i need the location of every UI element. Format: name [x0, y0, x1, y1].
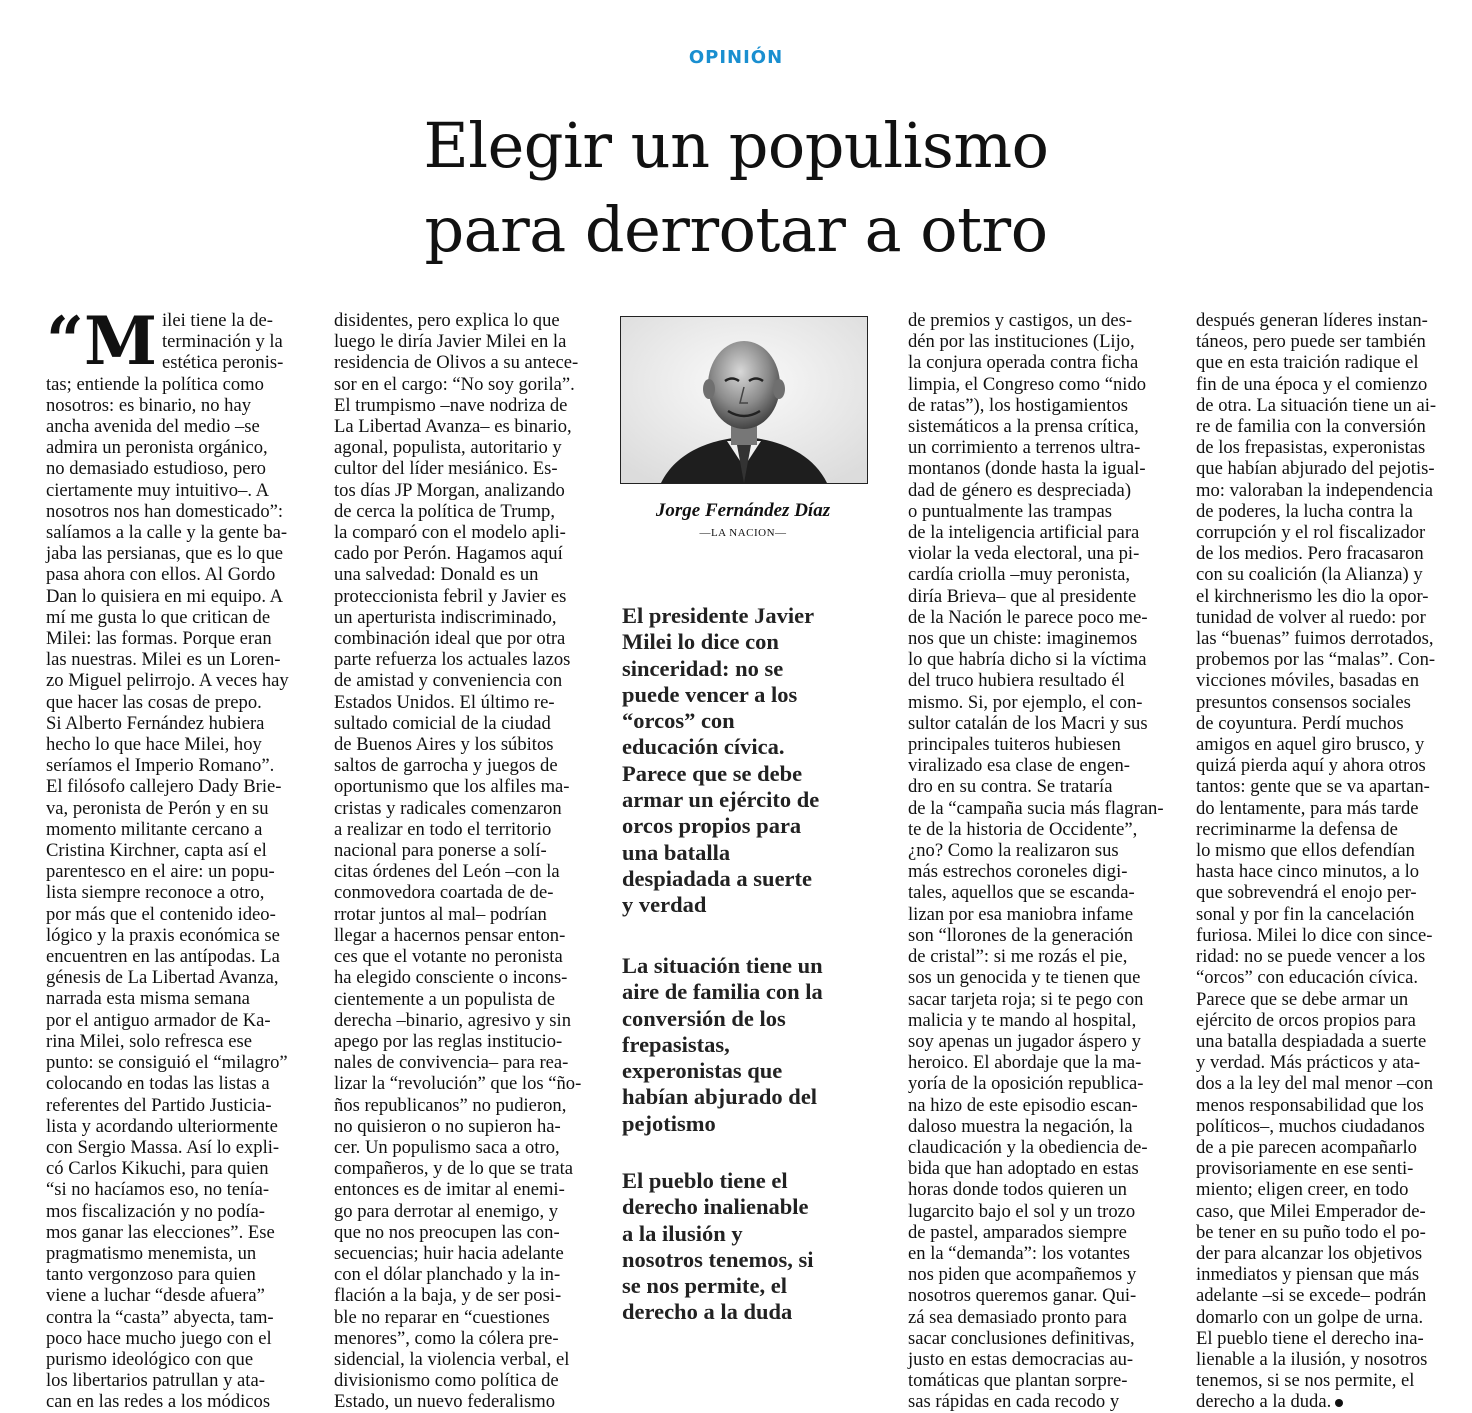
- text-line: quizá pierda aquí y ahora otros: [1196, 755, 1426, 777]
- text-line: no quisieron o no supieron ha-: [334, 1115, 561, 1137]
- text-line: de pastel, amparados siempre: [908, 1221, 1127, 1243]
- text-line: rrotar juntos al mal– podrían: [334, 903, 547, 925]
- end-of-article-mark: [1335, 1399, 1343, 1407]
- text-line: ble no reparar en “cuestiones: [334, 1306, 550, 1328]
- text-line: Dan lo quisiera en mi equipo. A: [46, 585, 284, 607]
- text-line: son “llorones de la generación: [908, 924, 1134, 946]
- pull-quote-line: y verdad: [622, 892, 707, 918]
- pull-quote-line: sinceridad: no se: [622, 655, 784, 681]
- text-line: parte refuerza los actuales lazos: [334, 649, 571, 671]
- text-line: cultor del líder mesiánico. Es-: [334, 458, 558, 480]
- text-line: Si Alberto Fernández hubiera: [46, 712, 265, 734]
- text-line: claudicación y la obediencia de-: [908, 1136, 1148, 1158]
- text-line: provisoriamente en ese senti-: [1196, 1158, 1414, 1180]
- text-line: que hacer las cosas de prepo.: [46, 691, 262, 713]
- text-line: dad de género es despreciada): [908, 479, 1132, 501]
- text-line: oportunismo que los alfiles ma-: [334, 776, 570, 798]
- text-line: de la inteligencia artificial para: [908, 522, 1140, 544]
- text-line: sos un genocida y te tienen que: [908, 967, 1141, 989]
- article-column-1: [46, 302, 290, 1413]
- pull-quote-line: Parece que se debe: [622, 760, 803, 786]
- text-line: probemos por las “malas”. Con-: [1196, 649, 1436, 671]
- pull-quote-line: La situación tiene un: [622, 953, 823, 978]
- text-line: lizar la “revolución” que los “ño-: [334, 1073, 582, 1095]
- text-line: violar la veda electoral, una pi-: [908, 543, 1140, 565]
- text-line: pragmatismo menemista, un: [46, 1242, 257, 1264]
- text-line: referentes del Partido Justicia-: [46, 1094, 272, 1116]
- text-line: dro en su contra. Se trataría: [908, 776, 1113, 798]
- text-line: ciertamente muy intuitivo–. A: [46, 479, 270, 501]
- text-line: luego le diría Javier Milei en la: [334, 331, 567, 353]
- headline: [0, 104, 1472, 272]
- text-line: domarlo con un golpe de urna.: [1196, 1306, 1424, 1328]
- text-line: divisionismo como política de: [334, 1370, 559, 1392]
- pull-quote-line: aire de familia con la: [622, 979, 823, 1005]
- text-line: miento; eligen creer, en todo: [1196, 1179, 1409, 1201]
- text-line: que sobrevendrá el enojo per-: [1196, 882, 1417, 904]
- pull-quote-line: frepasistas,: [622, 1031, 730, 1057]
- text-line: der para alcanzar los objetivos: [1196, 1242, 1423, 1264]
- text-line: ces que el votante no peronista: [334, 946, 563, 968]
- text-line: combinación ideal que por otra: [334, 628, 566, 650]
- text-line: tos días JP Morgan, analizando: [334, 479, 565, 501]
- text-line: contra la “casta” abyecta, tam-: [46, 1306, 274, 1328]
- text-line: tales, aquellos que se escanda-: [908, 882, 1135, 904]
- text-line: lógico y la praxis económica se: [46, 924, 280, 946]
- text-line: de la “campaña sucia más flagran-: [908, 797, 1164, 819]
- text-line: momento militante cercano a: [46, 818, 263, 840]
- text-line: nosotros nos han domesticado”:: [46, 500, 284, 522]
- text-line: de amistad y conveniencia con: [334, 670, 563, 692]
- text-line: narrada esta misma semana: [46, 988, 250, 1010]
- text-line: sacar tarjeta roja; si te pego con: [908, 988, 1144, 1010]
- text-line: ilei tiene la de-: [162, 310, 273, 331]
- text-line: pasa ahora con ellos. Al Gordo: [46, 564, 276, 586]
- text-line: después generan líderes instan-: [1196, 310, 1428, 331]
- text-line: de coyuntura. Perdí muchos: [1196, 712, 1404, 734]
- text-line: de ratas”), los hostigamientos: [908, 394, 1128, 416]
- text-line: tas; entiende la política como: [46, 373, 264, 395]
- text-line: poco hace mucho juego con el: [46, 1327, 272, 1349]
- text-line: purismo ideológico con que: [46, 1348, 254, 1370]
- text-line: lista y acordando ulteriormente: [46, 1115, 278, 1137]
- text-line: nosotros: es binario, no hay: [46, 394, 252, 416]
- pull-quote-line: se nos permite, el: [622, 1273, 787, 1299]
- text-line: tenemos, si se nos permite, el: [1196, 1370, 1415, 1392]
- pull-quote-line: armar un ejército de: [622, 787, 820, 813]
- text-line: parentesco en el aire: un popu-: [46, 861, 275, 883]
- text-line: en la “demanda”: los votantes: [908, 1242, 1131, 1264]
- text-line: Estados Unidos. El último re-: [334, 691, 555, 713]
- pull-quote-line: despiadada a suerte: [622, 865, 813, 891]
- pull-quote-line: El presidente Javier: [622, 603, 815, 628]
- pull-quote-line: “orcos” con: [622, 708, 735, 734]
- text-line: có Carlos Kikuchi, para quien: [46, 1158, 269, 1180]
- text-line: a realizar en todo el territorio: [334, 818, 552, 840]
- text-line: admira un peronista orgánico,: [46, 437, 268, 459]
- text-line: limpia, el Congreso como “nido: [908, 373, 1147, 395]
- pull-quote-line: El pueblo tiene el: [622, 1168, 788, 1193]
- pull-quote-line: orcos propios para: [622, 813, 802, 839]
- text-line: de otra. La situación tiene un ai-: [1196, 394, 1437, 416]
- pull-quote-line: experonistas que: [622, 1058, 783, 1084]
- pull-quote-line: a la ilusión y: [622, 1220, 743, 1246]
- text-line: saltos de garrocha y juegos de: [334, 755, 558, 777]
- pull-quote-line: pejotismo: [622, 1110, 716, 1136]
- pull-quote-line: habían abjurado del: [622, 1084, 818, 1110]
- text-line: con su coalición (la Alianza) y: [1196, 564, 1423, 586]
- text-line: yoría de la oposición republica-: [908, 1073, 1144, 1095]
- text-line: de los medios. Pero fracasaron: [1196, 543, 1424, 565]
- text-line: mos fiscalización y no podía-: [46, 1200, 265, 1222]
- text-line: tanto vergonzoso para quien: [46, 1264, 256, 1286]
- text-line: estética peronis-: [162, 352, 284, 374]
- text-line: apego por las reglas institucio-: [334, 1030, 563, 1052]
- text-line: políticos–, muchos ciudadanos: [1196, 1115, 1425, 1137]
- text-line: cristas y radicales comenzaron: [334, 797, 562, 819]
- text-line: lizan por esa maniobra infame: [908, 903, 1134, 925]
- text-line: las “buenas” fuimos derrotados,: [1196, 628, 1434, 650]
- text-line: nosotros queremos ganar. Qui-: [908, 1285, 1137, 1307]
- text-line: que no nos preocupen las con-: [334, 1221, 560, 1243]
- text-line: diría Brieva– que al presidente: [908, 585, 1137, 607]
- text-line: derecha –binario, agresivo y sin: [334, 1009, 571, 1031]
- pull-quote-line: una batalla: [622, 839, 731, 865]
- text-line: do lentamente, para más tarde: [1196, 797, 1419, 819]
- text-line: o puntualmente las trampas: [908, 500, 1112, 522]
- text-line: disidentes, pero explica lo que: [334, 310, 560, 331]
- column-1-text: [46, 374, 290, 1413]
- pull-quote-line: educación cívica.: [622, 734, 785, 760]
- text-line: táneos, pero puede ser también: [1196, 331, 1426, 353]
- text-line: un aperturista indiscriminado,: [334, 606, 557, 628]
- text-line: sultor catalán de los Macri y sus: [908, 712, 1148, 734]
- text-line: Estado, un nuevo federalismo: [334, 1391, 556, 1413]
- text-line: corrupción y el rol fiscalizador: [1196, 522, 1426, 544]
- author-outlet: —LA NACION—: [699, 527, 787, 539]
- text-line: Parece que se debe armar un: [1196, 988, 1409, 1010]
- text-line: cer. Un populismo saca a otro,: [334, 1136, 560, 1158]
- text-line: sor en el cargo: “No soy gorila”.: [334, 373, 575, 395]
- text-line: lista siempre reconoce a otro,: [46, 882, 265, 904]
- text-line: sas rápidas en cada recodo y: [908, 1391, 1120, 1413]
- text-line: los libertarios patrullan y ata-: [46, 1370, 265, 1392]
- text-line: sacar conclusiones definitivas,: [908, 1327, 1135, 1349]
- text-line: El pueblo tiene el derecho ina-: [1196, 1327, 1424, 1349]
- text-line: lienable a la ilusión, y nosotros: [1196, 1348, 1428, 1370]
- text-line: no demasiado estudioso, pero: [46, 458, 266, 480]
- text-line: ¿no? Como la realizaron sus: [908, 840, 1119, 862]
- text-line: “orcos” con educación cívica.: [1196, 967, 1418, 989]
- pull-quote-3: [622, 1168, 862, 1326]
- text-line: mismo. Si, por ejemplo, el con-: [908, 691, 1143, 713]
- text-line: dos a la ley del mal menor –con: [1196, 1073, 1433, 1095]
- text-line: de a pie parecen acompañarlo: [1196, 1136, 1417, 1158]
- text-line: ños republicanos” no pudieron,: [334, 1094, 567, 1116]
- text-line: la comparó con el modelo apli-: [334, 522, 566, 544]
- text-line: principales tuiteros hubiesen: [908, 734, 1121, 756]
- dropcap-block: [46, 302, 290, 380]
- text-line: sistemáticos a la prensa crítica,: [908, 416, 1139, 438]
- text-line: horas donde todos quieren un: [908, 1179, 1127, 1201]
- text-line: de premios y castigos, un des-: [908, 310, 1133, 331]
- text-line: cado por Perón. Hagamos aquí: [334, 543, 563, 565]
- text-line: te de la historia de Occidente”,: [908, 818, 1138, 840]
- text-line: las nuestras. Milei es un Loren-: [46, 649, 281, 671]
- text-line: rina Milei, solo refresca ese: [46, 1030, 252, 1052]
- text-line: la conjura operada contra ficha: [908, 352, 1139, 374]
- text-line: entonces es de imitar al enemi-: [334, 1179, 565, 1201]
- text-line: sonal y por fin la cancelación: [1196, 903, 1415, 925]
- text-line: ha elegido consciente o incons-: [334, 967, 568, 989]
- text-line: nales de convivencia– para rea-: [334, 1052, 569, 1074]
- text-line: encuentren en las antípodas. La: [46, 946, 280, 968]
- text-line: una batalla despiadada a suerte: [1196, 1030, 1427, 1052]
- text-line: re de familia con la conversión: [1196, 416, 1426, 438]
- dropcap: “M: [46, 302, 158, 380]
- pull-quote-1: [622, 603, 862, 919]
- text-line: que habían abjurado del pejotis-: [1196, 458, 1435, 480]
- text-line: lugarcito bajo el sol y un trozo: [908, 1200, 1136, 1222]
- text-line: mí me gusta lo que critican de: [46, 606, 271, 628]
- pull-quote-line: derecho a la duda: [622, 1299, 793, 1325]
- text-line: fin de una época y el comienzo: [1196, 373, 1428, 395]
- text-line: proteccionista febril y Javier es: [334, 585, 567, 607]
- text-line: nos piden que acompañemos y: [908, 1264, 1137, 1286]
- text-line: de cerca la política de Trump,: [334, 500, 555, 522]
- text-line: tomáticas que plantan sorpre-: [908, 1370, 1128, 1392]
- text-line: malicia y te mando al hospital,: [908, 1009, 1137, 1031]
- text-line: inmediatos y piensan que más: [1196, 1264, 1420, 1286]
- text-line: montanos (donde hasta la igual-: [908, 458, 1146, 480]
- text-line: más estrechos coroneles digi-: [908, 861, 1128, 883]
- text-line: tantos: gente que se va apartan-: [1196, 776, 1430, 798]
- pull-quote-line: conversión de los: [622, 1005, 786, 1031]
- text-line: un corrimiento a terrenos ultra-: [908, 437, 1141, 459]
- text-line: colocando en todas las listas a: [46, 1073, 270, 1095]
- text-line: Cristina Kirchner, capta así el: [46, 840, 267, 862]
- dropcap-lines: [162, 310, 283, 374]
- text-line: furiosa. Milei lo dice con since-: [1196, 924, 1433, 946]
- text-line: residencia de Olivos a su antece-: [334, 352, 579, 374]
- text-line: El trumpismo –nave nodriza de: [334, 394, 568, 416]
- text-line: citas órdenes del León –con la: [334, 861, 560, 883]
- text-line: con Sergio Massa. Así lo expli-: [46, 1136, 280, 1158]
- section-label: OPINIÓN: [688, 47, 784, 68]
- text-line: una salvedad: Donald es un: [334, 564, 539, 586]
- text-line: tunidad de volver al ruedo: por: [1196, 606, 1426, 628]
- text-line: hecho lo que hace Milei, hoy: [46, 734, 262, 756]
- text-line: flación a la baja, y de ser posi-: [334, 1285, 562, 1307]
- text-line: menores”, como la cólera pre-: [334, 1327, 559, 1349]
- article-column-2: [334, 310, 582, 1413]
- text-line: bida que han adoptado en estas: [908, 1158, 1139, 1180]
- pull-quote-2: [622, 953, 862, 1137]
- pull-quote-line: nosotros tenemos, si: [622, 1246, 814, 1272]
- text-line: con el dólar planchado y la in-: [334, 1264, 561, 1286]
- text-line: menos responsabilidad que los: [1196, 1094, 1424, 1116]
- text-line: secuencias; huir hacia adelante: [334, 1242, 564, 1264]
- text-line: zo Miguel pelirrojo. A veces hay: [46, 670, 289, 692]
- text-line: Milei: las formas. Porque eran: [46, 628, 272, 650]
- text-line: recriminarme la defensa de: [1196, 818, 1398, 840]
- text-line: adelante –si se excede– podrán: [1196, 1285, 1427, 1307]
- text-line: conmovedora coartada de de-: [334, 882, 554, 904]
- text-line: salíamos a la calle y la gente ba-: [46, 522, 288, 544]
- text-line: sultado comicial de la ciudad: [334, 712, 551, 734]
- text-line: punto: se consiguió el “milagro”: [46, 1052, 288, 1074]
- text-line: viralizado esa clase de engen-: [908, 755, 1130, 777]
- text-line: de cristal”: si me rozás el pie,: [908, 946, 1128, 968]
- text-line: amigos en aquel giro brusco, y: [1196, 734, 1425, 756]
- article-column-4: [908, 310, 1164, 1413]
- text-line: viene a luchar “desde afuera”: [46, 1285, 265, 1307]
- text-line: “si no hacíamos eso, no tenía-: [46, 1179, 270, 1201]
- text-line: caso, que Milei Emperador de-: [1196, 1200, 1426, 1222]
- text-line: cientemente a un populista de: [334, 988, 555, 1010]
- text-line: ejército de orcos propios para: [1196, 1009, 1416, 1031]
- author-photo: [620, 316, 868, 484]
- text-line: dén por las instituciones (Lijo,: [908, 331, 1135, 353]
- author-portrait-illustration: [621, 317, 867, 483]
- text-line: daloso muestra la negación, la: [908, 1115, 1133, 1137]
- text-line: El filósofo callejero Dady Brie-: [46, 776, 282, 798]
- text-line: lo que habría dicho si la víctima: [908, 649, 1147, 671]
- text-line: que en esta traición radique el: [1196, 352, 1419, 374]
- text-line: de la Nación le parece poco me-: [908, 606, 1148, 628]
- text-line: soy apenas un jugador áspero y: [908, 1030, 1141, 1052]
- text-line: zá sea demasiado pronto para: [908, 1306, 1127, 1328]
- text-line: be tener en su puño todo el po-: [1196, 1221, 1426, 1243]
- text-line: del truco hubiera resultado él: [908, 670, 1125, 692]
- text-line: el kirchnerismo les dio la opor-: [1196, 585, 1429, 607]
- text-line: can en las redes a los módicos: [46, 1391, 271, 1413]
- text-line: go para derrotar al enemigo, y: [334, 1200, 559, 1222]
- article-column-5: [1196, 310, 1440, 1413]
- pull-quote-line: derecho inalienable: [622, 1194, 809, 1220]
- text-line: mos ganar las elecciones”. Ese: [46, 1221, 275, 1243]
- text-line: hasta hace cinco minutos, a lo: [1196, 861, 1420, 883]
- text-line: ridad: no se puede vencer a los: [1196, 946, 1426, 968]
- text-line: mo: valoraban la independencia: [1196, 479, 1433, 501]
- text-line: sidencial, la violencia verbal, el: [334, 1348, 570, 1370]
- text-line: y verdad. Más prácticos y ata-: [1196, 1052, 1421, 1074]
- text-line: heroico. El abordaje que la ma-: [908, 1052, 1142, 1074]
- text-line: génesis de La Libertad Avanza,: [46, 967, 279, 989]
- text-line: presuntos consensos sociales: [1196, 691, 1411, 713]
- text-line: lo mismo que ellos defendían: [1196, 840, 1415, 862]
- text-line: derecho a la duda.: [1196, 1391, 1440, 1412]
- text-line: La Libertad Avanza– es binario,: [334, 416, 572, 438]
- text-line: llegar a hacernos pensar enton-: [334, 924, 566, 946]
- text-line: ancha avenida del medio –se: [46, 416, 260, 437]
- pull-quote-line: puede vencer a los: [622, 681, 798, 707]
- text-line: por más que el contenido ideo-: [46, 903, 276, 925]
- text-line: de los frepasistas, experonistas: [1196, 437, 1426, 459]
- headline-line-1: Elegir un populismo: [423, 109, 1049, 182]
- text-line: vicciones móviles, basadas en: [1196, 670, 1420, 692]
- text-line: por el antiguo armador de Ka-: [46, 1009, 271, 1031]
- text-line: seríamos el Imperio Romano”.: [46, 755, 275, 777]
- text-line: nacional para ponerse a solí-: [334, 840, 547, 862]
- text-line: justo en estas democracias au-: [908, 1348, 1134, 1370]
- text-line: cardía criolla –muy peronista,: [908, 564, 1131, 586]
- text-line: de Buenos Aires y los súbitos: [334, 734, 554, 756]
- text-line: terminación y la: [162, 331, 283, 353]
- text-line: na hizo de este episodio escan-: [908, 1094, 1138, 1116]
- author-name: Jorge Fernández Díaz: [655, 500, 831, 521]
- headline-line-2: para derrotar a otro: [424, 193, 1048, 266]
- text-line: va, peronista de Perón y en su: [46, 797, 269, 819]
- text-line: agonal, populista, autoritario y: [334, 437, 562, 459]
- text-line: de poderes, la lucha contra la: [1196, 500, 1413, 522]
- text-line: compañeros, y de lo que se trata: [334, 1158, 574, 1180]
- pull-quote-line: Milei lo dice con: [622, 629, 779, 655]
- text-line: nos que un chiste: imaginemos: [908, 628, 1138, 650]
- text-line: jaba las persianas, que es lo que: [46, 543, 283, 565]
